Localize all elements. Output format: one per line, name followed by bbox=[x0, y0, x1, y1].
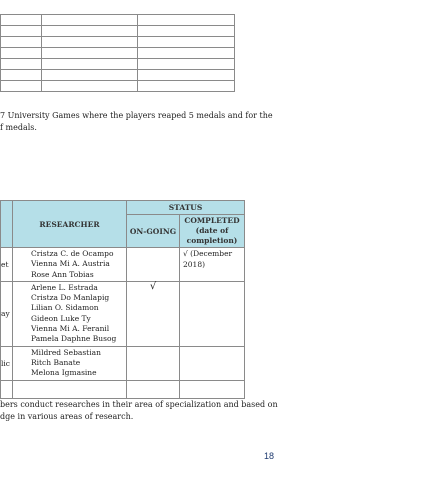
paragraph-line: 7 University Games where the players reaped 5 medals and for the bbox=[0, 111, 273, 120]
ongoing-check: √ bbox=[127, 281, 180, 346]
title-fragment: et bbox=[1, 248, 13, 282]
paragraph-medals bbox=[0, 110, 273, 134]
table-row bbox=[1, 281, 245, 346]
ongoing-header: ON-GOING bbox=[127, 215, 180, 248]
researcher-list: Cristza C. de Ocampo Vienna Mi A. Austria Rose Ann Tobias bbox=[13, 248, 127, 282]
paragraph-research bbox=[0, 399, 278, 423]
researcher-header: RESEARCHER bbox=[13, 201, 127, 248]
ongoing-cell bbox=[127, 248, 180, 282]
paragraph-line: dge in various areas of research. bbox=[0, 412, 134, 421]
title-fragment: ay bbox=[1, 281, 13, 346]
paragraph-line: bers conduct researches in their area of specialization and based on bbox=[0, 400, 278, 409]
completed-cell bbox=[180, 346, 245, 380]
ongoing-cell bbox=[127, 346, 180, 380]
completed-cell bbox=[180, 281, 245, 346]
previous-table bbox=[0, 14, 235, 92]
researcher-list: Mildred Sebastian Ritch Banate Melona Igmasine bbox=[13, 346, 127, 380]
completed-cell: √ (December 2018) bbox=[180, 248, 245, 282]
completed-header: COMPLETED (date of completion) bbox=[180, 215, 245, 248]
title-fragment: lic bbox=[1, 346, 13, 380]
researcher-list: Arlene L. Estrada Cristza Do Manlapig Lilian O. Sidamon Gideon Luke Ty Vienna Mi A. Feranil Pamela Daphne Busog bbox=[13, 281, 127, 346]
status-header: STATUS bbox=[127, 201, 245, 215]
table-row bbox=[1, 380, 245, 398]
blank-header bbox=[1, 201, 13, 248]
paragraph-line: f medals. bbox=[0, 123, 37, 132]
research-status-table bbox=[0, 200, 245, 399]
table-row bbox=[1, 346, 245, 380]
page-number: 18 bbox=[264, 451, 275, 461]
table-row bbox=[1, 248, 245, 282]
